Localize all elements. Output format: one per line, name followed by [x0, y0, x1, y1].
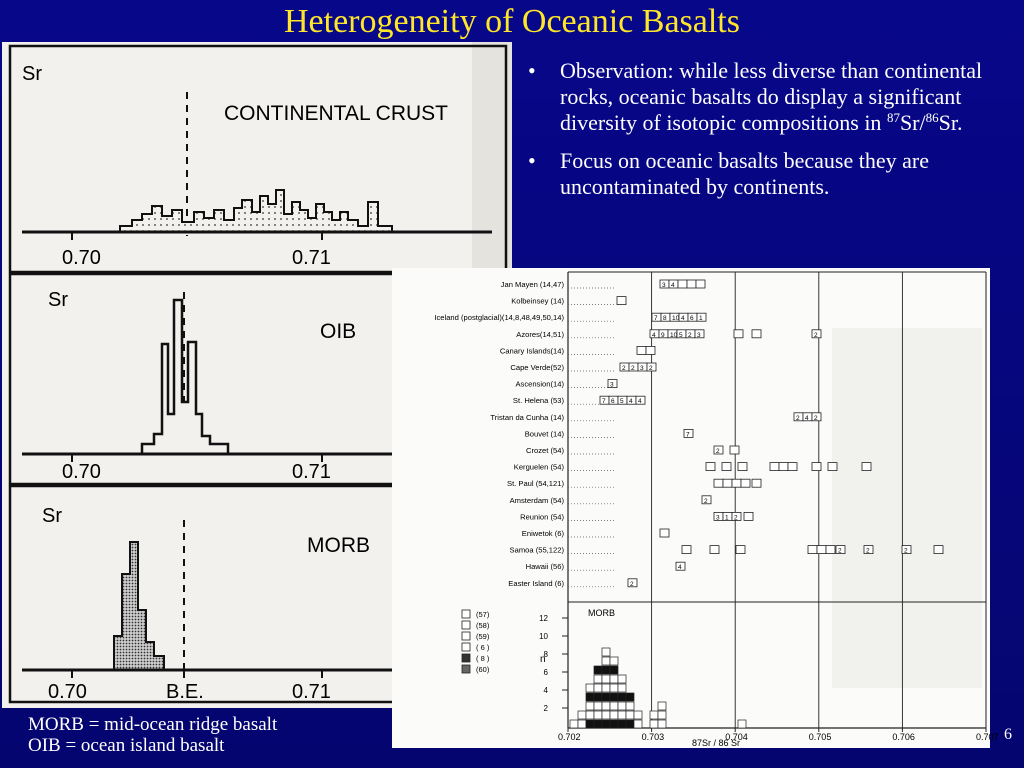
footnote-oib: OIB = ocean island basalt	[28, 735, 225, 756]
island-box-digit: 4	[678, 564, 682, 572]
morb-hist-box	[586, 702, 594, 710]
morb-hist-box	[602, 675, 610, 683]
island-box-digit: 1	[725, 514, 729, 522]
n-tick-label: 10	[539, 632, 548, 641]
island-box-digit: 7	[602, 398, 606, 406]
island-box-digit: 2	[704, 497, 708, 505]
morb-hist-box	[658, 720, 666, 728]
morb-hist-box	[634, 711, 642, 719]
morb-hist-box	[602, 702, 610, 710]
island-label: Cape Verde(52)	[510, 363, 564, 372]
oib-tick-right: 0.71	[292, 461, 331, 483]
island-box	[687, 280, 696, 288]
island-label: St. Helena (53)	[512, 396, 564, 406]
morb-hist-box	[586, 711, 594, 719]
island-box	[706, 463, 715, 471]
island-box	[934, 546, 943, 554]
morb-hist-box	[602, 720, 610, 728]
morb-hist-box	[610, 702, 618, 710]
morb-hist-box	[602, 711, 610, 719]
island-box	[738, 463, 747, 471]
island-box-digit: 4	[652, 331, 656, 339]
morb-hist-box	[650, 711, 658, 719]
island-label: Tristan da Cunha (14)	[490, 412, 564, 422]
island-label: Crozet (54)	[526, 446, 564, 455]
continental-y-label: Sr	[22, 63, 42, 85]
island-box-digit: 4	[681, 315, 685, 323]
continental-tick-left: 0.70	[62, 247, 101, 269]
island-label: Kerguelen (54)	[513, 462, 564, 472]
island-box	[714, 479, 723, 487]
island-box-digit: 2	[734, 514, 738, 522]
morb-hist-box	[586, 693, 594, 701]
island-box	[722, 463, 731, 471]
morb-hist-box	[626, 711, 634, 719]
island-box-digit: 2	[622, 365, 626, 372]
island-box-digit: 7	[654, 315, 658, 323]
n-tick-label: 8	[543, 650, 548, 659]
legend-label: (58)	[476, 621, 490, 630]
morb-hist-box	[618, 693, 626, 701]
bullet-observation	[522, 58, 1012, 136]
legend-swatch	[462, 632, 470, 640]
island-box-digit: 9	[661, 331, 665, 339]
footnote	[28, 714, 277, 756]
island-box	[678, 280, 687, 288]
morb-hist-box	[626, 720, 634, 728]
legend-swatch	[462, 654, 470, 662]
background-text-texture	[832, 328, 982, 688]
morb-hist-box	[618, 720, 626, 728]
island-label: Hawaii (56)	[525, 562, 564, 572]
morb-inset-label: MORB	[588, 608, 615, 618]
n-axis-label: n	[540, 654, 546, 665]
island-box-digit: 3	[697, 331, 701, 339]
x-axis-label: 87Sr / 86 Sr	[692, 738, 741, 748]
island-box	[682, 546, 691, 554]
x-tick-label: 0.703	[641, 732, 665, 742]
morb-hist-box	[658, 711, 666, 719]
legend-label: (57)	[476, 610, 490, 619]
morb-hist-box	[594, 675, 602, 683]
morb-hist-box	[602, 666, 610, 674]
morb-hist-box	[610, 666, 618, 674]
legend-label: ( 6 )	[476, 643, 490, 652]
morb-hist-box	[618, 684, 626, 692]
island-box-digit: 2	[631, 365, 635, 372]
morb-hist-box	[610, 711, 618, 719]
island-box-digit: 3	[640, 365, 644, 372]
morb-hist-box	[594, 702, 602, 710]
morb-hist-box	[602, 684, 610, 692]
island-box-digit: 2	[796, 414, 800, 422]
morb-hist-box	[578, 711, 586, 719]
sr87-superscript: 87	[886, 110, 900, 125]
sr86-superscript: 86	[925, 110, 939, 125]
island-box-digit: 3	[716, 514, 720, 522]
legend-label: (59)	[476, 632, 490, 641]
island-box-digit: 3	[610, 381, 614, 389]
n-tick-label: 4	[543, 686, 548, 695]
sr-end: Sr.	[938, 110, 963, 135]
island-box	[736, 546, 745, 554]
island-label: Azores(14,51)	[516, 329, 564, 339]
legend-swatch	[462, 621, 470, 629]
morb-y-label: Sr	[42, 505, 62, 527]
island-box-digit: 5	[620, 398, 624, 406]
morb-hist-box	[594, 693, 602, 701]
island-box	[744, 512, 753, 520]
right-island-figure	[392, 268, 999, 748]
island-label: Jan Mayen (14,47)	[500, 280, 564, 289]
island-box-digit: 2	[814, 331, 818, 339]
island-box-digit: 4	[805, 414, 809, 422]
island-box	[770, 463, 779, 471]
bullet-focus: • Focus on oceanic basalts because they are uncontaminated by continents.	[522, 148, 1012, 200]
island-label: Samoa (55,122)	[509, 545, 564, 555]
island-label: Canary Islands(14)	[499, 346, 564, 356]
island-box-digit: 2	[649, 365, 653, 372]
morb-hist-box	[626, 702, 634, 710]
x-tick-label: 0.704	[725, 732, 748, 742]
island-box-digit: 8	[663, 315, 667, 323]
island-box-digit: 6	[611, 398, 615, 406]
island-box	[696, 280, 705, 288]
oib-tick-left: 0.70	[62, 461, 101, 483]
island-box-digit: 10	[670, 331, 678, 339]
island-label: Eniwetok (6)	[521, 529, 564, 538]
island-label: Bouvet (14)	[524, 429, 564, 439]
morb-tick-left: 0.70	[48, 681, 87, 703]
continental-title: CONTINENTAL CRUST	[224, 102, 449, 125]
morb-hist-box	[594, 711, 602, 719]
slide-title: Heterogeneity of Oceanic Basalts	[284, 3, 740, 40]
legend-label: (60)	[476, 665, 490, 674]
island-box	[710, 546, 719, 554]
morb-hist-box	[626, 693, 634, 701]
island-box-digit: 3	[662, 282, 666, 289]
bullet-list	[522, 58, 1012, 212]
legend-swatch	[462, 610, 470, 618]
island-label: Easter Island (6)	[508, 578, 564, 588]
legend-swatch	[462, 665, 470, 673]
morb-hist-box	[658, 702, 666, 710]
island-box	[828, 463, 837, 471]
island-box	[817, 546, 826, 554]
island-box-digit: 2	[814, 414, 818, 422]
morb-histogram-bars	[114, 542, 164, 670]
island-box	[752, 330, 761, 338]
morb-hist-box	[602, 693, 610, 701]
continental-frame	[10, 46, 506, 272]
continental-tick-right: 0.71	[292, 247, 331, 269]
island-box-digit: 2	[688, 331, 692, 339]
island-box-digit: 7	[686, 431, 690, 439]
island-box	[660, 529, 669, 537]
morb-hist-box	[602, 657, 610, 665]
n-tick-label: 12	[539, 614, 548, 623]
island-box-digit: 10	[672, 315, 680, 323]
island-box-digit: 5	[679, 331, 683, 339]
morb-hist-box	[610, 720, 618, 728]
morb-hist-box	[570, 720, 578, 728]
morb-tick-right: 0.71	[292, 681, 331, 703]
island-box	[808, 546, 817, 554]
island-box	[646, 346, 655, 354]
page-number: 6	[1004, 726, 1012, 743]
morb-hist-box	[586, 720, 594, 728]
morb-hist-box	[602, 648, 610, 656]
island-box	[788, 463, 797, 471]
x-tick-label: 0.705	[808, 732, 832, 742]
island-box	[752, 479, 761, 487]
morb-hist-box	[618, 702, 626, 710]
island-box	[862, 463, 871, 471]
island-box	[723, 479, 732, 487]
oib-title: OIB	[320, 320, 357, 343]
island-box	[779, 463, 788, 471]
island-box-digit: 4	[638, 398, 642, 406]
morb-hist-box	[738, 720, 746, 728]
island-box-digit: 2	[838, 547, 842, 555]
legend-swatch	[462, 643, 470, 651]
x-tick-label: 0.702	[558, 732, 581, 742]
island-chart-svg	[392, 268, 999, 748]
morb-tick-mid: B.E.	[166, 681, 204, 703]
oib-y-label: Sr	[48, 289, 68, 311]
morb-hist-box	[610, 675, 618, 683]
island-label: St. Paul (54,121)	[507, 479, 564, 489]
bullet-observation-text: Observation: while less diverse than continental rocks, oceanic basalts do display a significant diversity of isotopic compositions in	[560, 58, 983, 135]
morb-hist-box	[618, 711, 626, 719]
legend-label: ( 8 )	[476, 654, 490, 663]
morb-hist-box	[618, 675, 626, 683]
sr-slash: Sr/	[899, 110, 926, 135]
island-box	[617, 297, 626, 305]
island-box	[734, 330, 743, 338]
morb-hist-box	[610, 684, 618, 692]
island-box-digit: 6	[690, 315, 694, 323]
island-box-digit: 1	[699, 315, 703, 323]
island-box-digit: 2	[630, 580, 634, 588]
island-box-digit: 2	[904, 547, 908, 555]
morb-hist-box	[634, 720, 642, 728]
island-box	[812, 463, 821, 471]
island-box-digit: 2	[716, 448, 720, 455]
island-box-digit: 4	[629, 398, 633, 406]
continental-histogram-bars	[120, 190, 392, 232]
island-box	[741, 479, 750, 487]
island-box	[732, 479, 741, 487]
morb-title: MORB	[307, 534, 370, 557]
island-box-digit: 2	[866, 547, 870, 555]
island-label: Reunion (54)	[520, 512, 564, 522]
x-tick-label: 0.706	[892, 732, 915, 742]
island-label: Iceland (postglacial)(14,8,48,49,50,14)	[434, 313, 564, 323]
x-tick-label: 0.707	[976, 732, 999, 742]
morb-hist-box	[650, 720, 658, 728]
island-box	[637, 346, 646, 354]
island-label: Ascension(14)	[515, 379, 564, 389]
island-box	[730, 446, 739, 454]
n-tick-label: 6	[543, 668, 548, 677]
island-box-digit: 4	[671, 282, 675, 289]
morb-hist-box	[594, 684, 602, 692]
morb-hist-box	[594, 666, 602, 674]
footnote-morb: MORB = mid-ocean ridge basalt	[28, 714, 278, 735]
island-label: Amsterdam (54)	[509, 495, 564, 505]
island-box	[826, 546, 835, 554]
morb-hist-box	[610, 657, 618, 665]
morb-hist-box	[578, 720, 586, 728]
n-tick-label: 2	[543, 704, 548, 713]
morb-hist-box	[610, 693, 618, 701]
morb-hist-box	[586, 684, 594, 692]
morb-hist-box	[594, 720, 602, 728]
island-label: Kolbeinsey (14)	[511, 296, 564, 306]
